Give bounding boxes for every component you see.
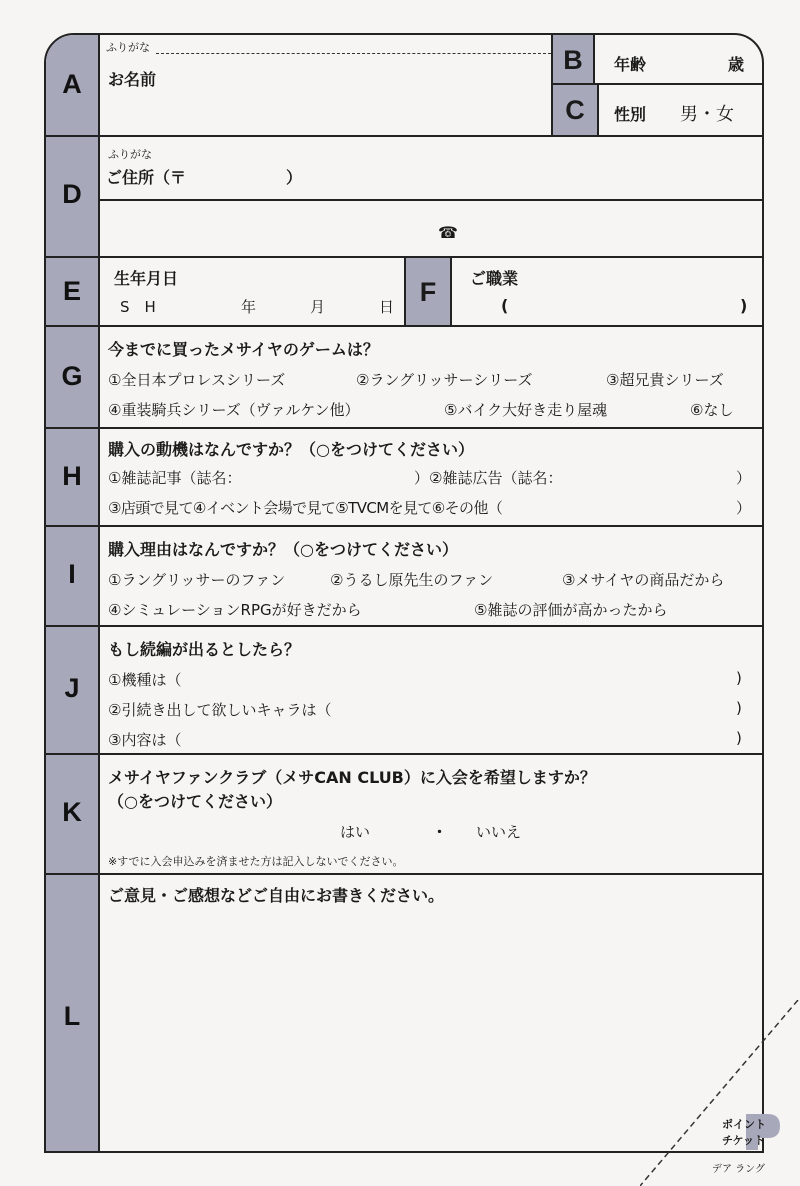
furigana-divider [156,53,551,54]
name-furigana-label: ふりがな [106,41,150,54]
address-label[interactable]: ご住所（〒 [106,168,187,187]
fanclub-question: メサイヤファンクラブ（メサCAN CLUB）に入会を希望しますか？ [108,768,596,787]
age-label[interactable]: 年齢 [614,55,647,74]
row-birth-job [46,256,762,327]
row-address [46,135,762,258]
sequel-characters[interactable]: ②引続き出して欲しいキャラは（ [108,701,332,719]
point-ticket [702,1110,792,1180]
section-letter-e: E [62,276,81,306]
ticket-title-1: ポイント [722,1118,766,1131]
birthdate-label[interactable]: 生年月日 [114,269,179,288]
birth-month-unit: 月 [310,298,326,316]
section-letter-g: G [61,361,83,391]
comments-prompt: ご意見・ご感想などご自由にお書きください。 [108,886,445,905]
fanclub-note: ※すでに入会申込みを済ませた方は記入しないでください。 [108,855,404,868]
games-option-6[interactable]: ⑥なし [690,401,734,419]
row-purchase-reason [46,525,762,627]
motive-other-options[interactable]: ③店頭で見て④イベント会場で見て⑤TVCMを見て⑥その他（ [108,499,503,517]
address-postal-close: ） [286,168,303,187]
section-letter-l: L [63,1001,81,1031]
birth-day-unit: 日 [379,298,395,316]
games-option-2[interactable]: ②ラングリッサーシリーズ [356,371,533,389]
fanclub-separator: ・ [432,823,448,841]
ticket-title-2: チケット [722,1134,766,1147]
games-option-5[interactable]: ⑤バイク大好き走り屋魂 [444,401,608,419]
questionnaire-form [44,33,764,1153]
motive-line1-close: ） [736,469,752,487]
name-label[interactable]: お名前 [108,70,157,89]
section-letter-j: J [64,673,80,703]
section-letter-k: K [62,797,82,827]
section-letter-h: H [62,461,82,491]
occupation-close: ) [740,296,748,315]
row-sequel [46,625,762,755]
occupation-label[interactable]: ご職業 [470,269,519,288]
games-option-4[interactable]: ④重装騎兵シリーズ（ヴァルケン他） [108,401,360,419]
birth-year-unit: 年 [241,298,257,316]
row-games-bought [46,325,762,429]
motive-magazine-ad[interactable]: ）②雑誌広告（誌名： [414,469,563,487]
divider [595,83,762,85]
divider [98,199,762,201]
occupation-open: ( [501,296,509,315]
gender-label: 性別 [614,105,647,124]
fanclub-instruction: （○をつけてください） [108,792,282,811]
reason-option-3[interactable]: ③メサイヤの商品だから [562,571,725,589]
gender-options[interactable]: 男・女 [680,104,734,125]
address-furigana-label: ふりがな [108,148,152,161]
motive-question: 購入の動機はなんですか？（○をつけてください） [108,440,474,459]
motive-magazine-article[interactable]: ①雑誌記事（誌名： [108,469,242,487]
sequel-content-close: ) [736,729,742,747]
fanclub-yes[interactable]: はい [340,823,371,841]
section-letter-d: D [62,179,82,209]
sequel-platform-close: ) [736,669,742,687]
reason-question: 購入理由はなんですか？（○をつけてください） [108,540,458,559]
sequel-question: もし続編が出るとしたら？ [108,640,301,659]
fanclub-no[interactable]: いいえ [476,823,522,841]
games-question: 今までに買ったメサイヤのゲームは？ [108,340,379,359]
motive-line2-close: ） [736,499,752,517]
phone-icon: ☎ [438,223,458,242]
section-letter-a: A [62,69,82,99]
sequel-characters-close: ) [736,699,742,717]
ticket-game-name: デア ラング [712,1164,765,1175]
games-option-1[interactable]: ①全日本プロレスシリーズ [108,371,286,389]
section-letter-i: I [68,559,76,589]
age-unit: 歳 [728,55,745,74]
sequel-content[interactable]: ③内容は（ [108,731,182,749]
reason-option-2[interactable]: ②うるし原先生のファン [330,571,494,589]
games-option-3[interactable]: ③超兄貴シリーズ [606,371,724,389]
reason-option-1[interactable]: ①ラングリッサーのファン [108,571,286,589]
row-purchase-motive [46,427,762,527]
reason-option-5[interactable]: ⑤雑誌の評価が高かったから [474,601,668,619]
section-letter-c: C [551,85,599,135]
section-letter-b: B [551,35,595,85]
sequel-platform[interactable]: ①機種は（ [108,671,182,689]
reason-option-4[interactable]: ④シミュレーションRPGが好きだから [108,601,362,619]
section-letter-f: F [404,258,452,327]
birth-era: S H [120,298,156,316]
row-name [46,35,762,135]
row-fanclub [46,753,762,875]
